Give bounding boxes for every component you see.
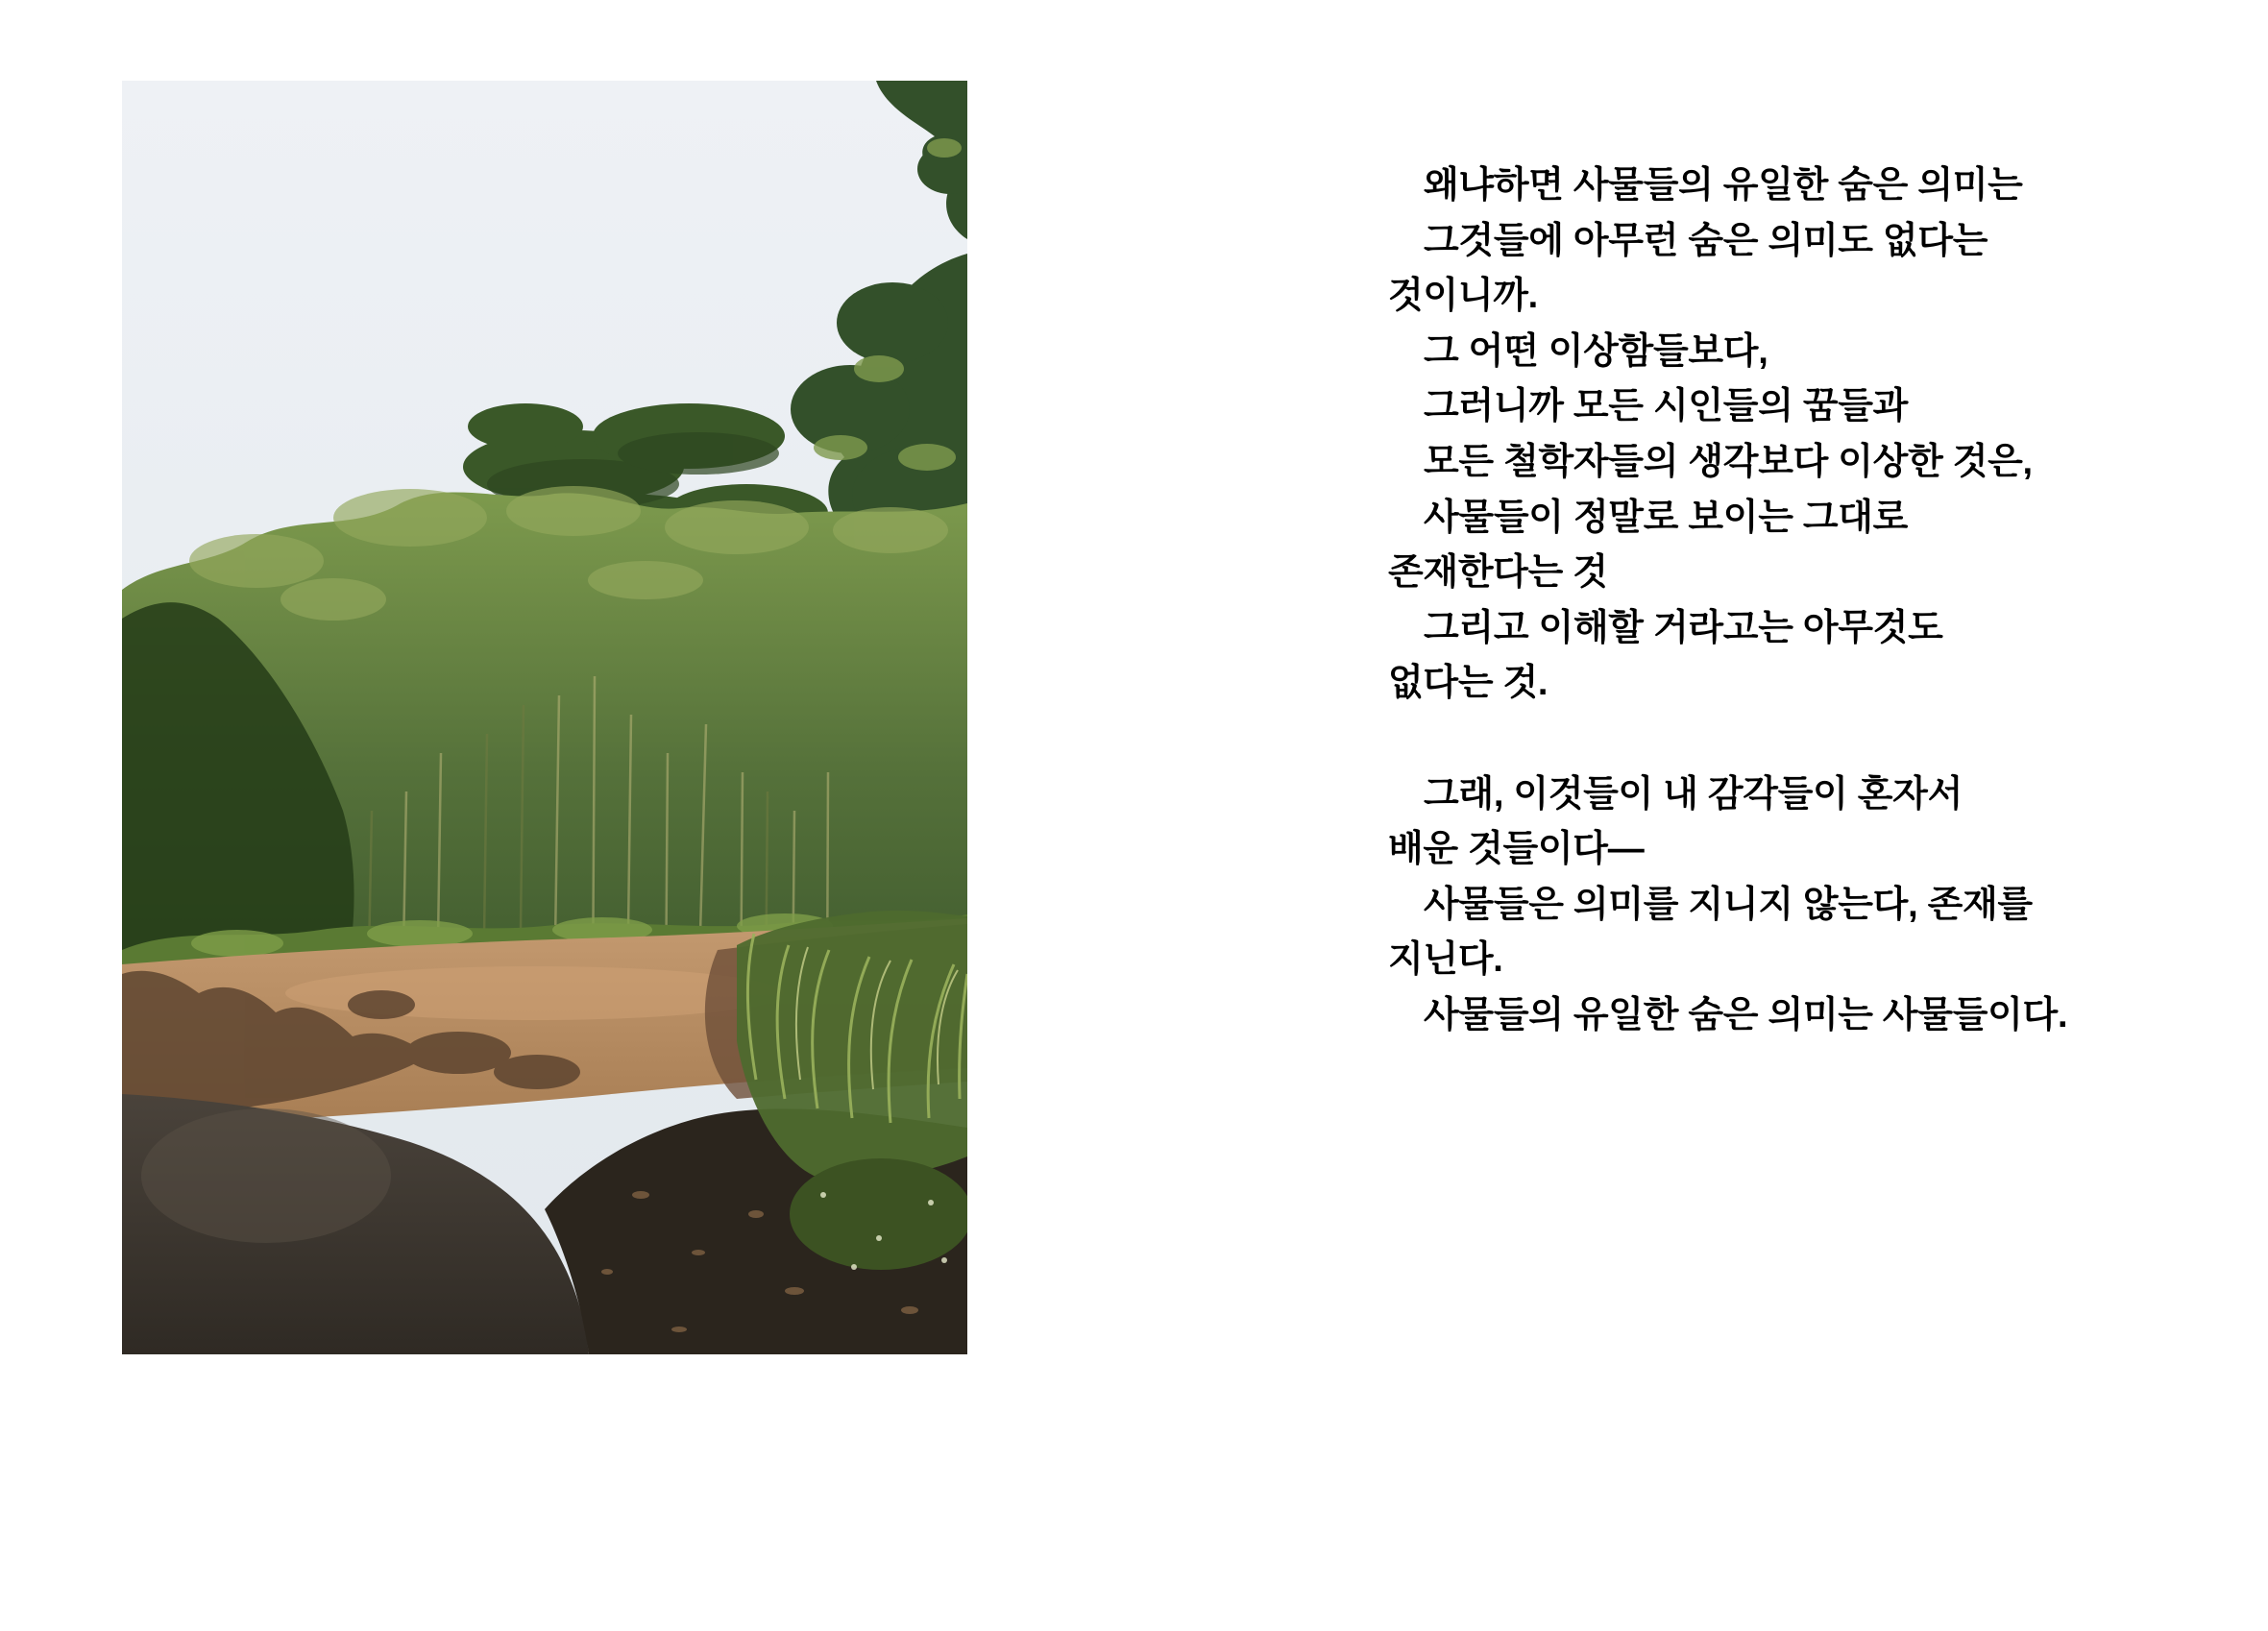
landscape-photo — [122, 81, 967, 1354]
asphalt-light-patch — [141, 1108, 391, 1243]
poem-line: 사물들이 정말로 보이는 그대로 — [1424, 497, 1909, 538]
poem-line: 왜냐하면 사물들의 유일한 숨은 의미는 — [1424, 165, 2023, 206]
poem-line: 그러니까 모든 시인들의 꿈들과 — [1424, 386, 1909, 427]
poem-line: 그리고 이해할 거라고는 아무것도 — [1424, 607, 1943, 648]
poem-line: 모든 철학자들의 생각보다 이상한 것은, — [1424, 441, 2033, 482]
poem-line: 없다는 것. — [1388, 663, 1549, 704]
poem-text-block — [1388, 158, 2080, 1044]
poem-line: 존재한다는 것 — [1388, 552, 1608, 594]
poem-line: 그 어떤 이상함들보다, — [1424, 330, 1768, 372]
landscape-photo-art — [122, 81, 967, 1354]
poem-line: 배운 것들이다— — [1388, 829, 1645, 870]
poem-line: 그것들에 아무런 숨은 의미도 없다는 — [1424, 220, 1988, 261]
poem-line: 사물들은 의미를 지니지 않는다, 존재를 — [1424, 884, 2033, 925]
poem-blank-line — [1388, 712, 2080, 767]
poem-line: 지닌다. — [1388, 939, 1503, 981]
poem-line: 그래, 이것들이 내 감각들이 혼자서 — [1424, 773, 1963, 815]
poem-line: 것이니까. — [1388, 276, 1538, 317]
poem-line: 사물들의 유일한 숨은 의미는 사물들이다. — [1424, 994, 2068, 1035]
